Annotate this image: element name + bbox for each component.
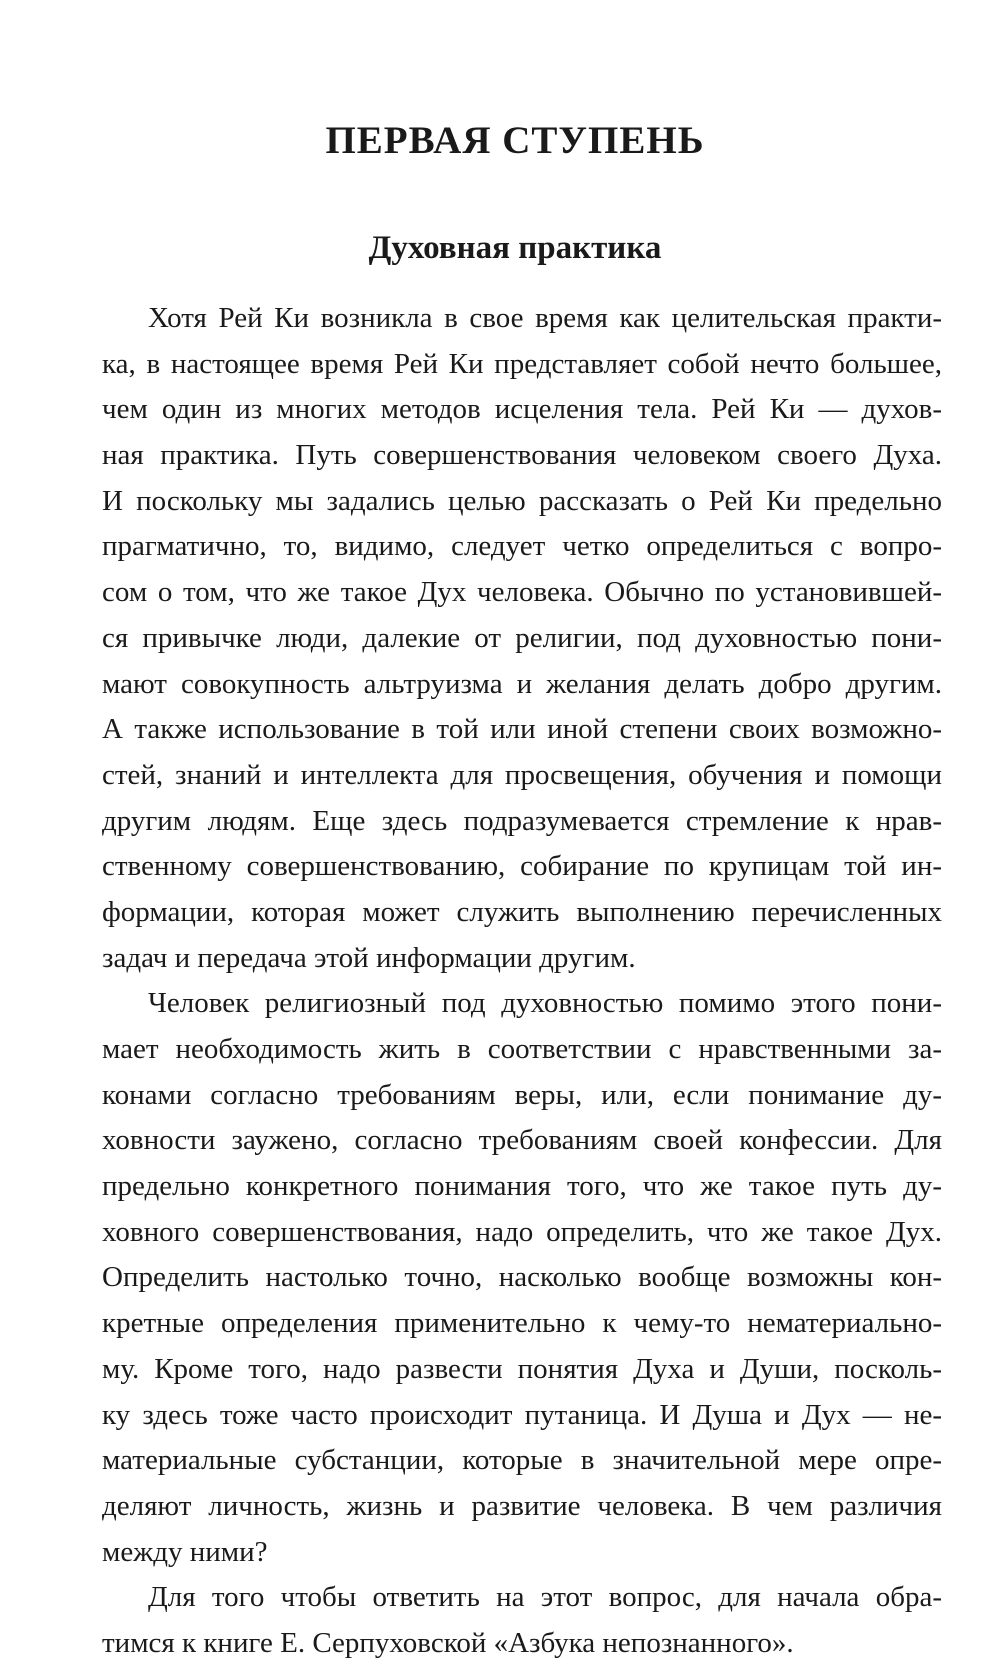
text-line: мает необходимость жить в соответствии с нравственными за- xyxy=(102,1033,942,1065)
text-line: кретные определения применительно к чему-то нематериально- xyxy=(102,1307,942,1340)
text-line: ся привычке люди, далекие от религии, под духовностью пони- xyxy=(102,621,942,654)
body-text xyxy=(102,296,942,1667)
text-line: Человек религиозный под духовностью помимо этого пони- xyxy=(148,987,942,1020)
text-line: формации, которая может служить выполнению перечисленных xyxy=(102,895,942,928)
paragraph xyxy=(102,1575,942,1666)
text-line: ная практика. Путь совершенствования человеком своего Духа. xyxy=(102,439,942,472)
text-line: материальные субстанции, которые в значительной мере опре- xyxy=(102,1444,942,1477)
text-line: стей, знаний и интеллекта для просвещения, обучения и помощи xyxy=(102,758,942,791)
text-line: ховного совершенствования, надо определить, что же такое Дух. xyxy=(102,1215,942,1248)
text-line: конами согласно требованиям веры, или, если понимание ду- xyxy=(102,1078,942,1111)
text-line: между ними? xyxy=(102,1535,268,1568)
text-line: прагматично, то, видимо, следует четко определиться с вопро- xyxy=(102,530,942,563)
text-line: ка, в настоящее время Рей Ки представляет собой нечто большее, xyxy=(102,347,942,380)
text-line: деляют личность, жизнь и развитие человека. В чем различия xyxy=(102,1489,942,1522)
text-line: Хотя Рей Ки возникла в свое время как целительская практи- xyxy=(148,302,942,334)
text-line: му. Кроме того, надо развести понятия Духа и Души, посколь- xyxy=(102,1352,942,1385)
paragraph xyxy=(102,981,942,1575)
text-line: чем один из многих методов исцеления тела. Рей Ки — духов- xyxy=(102,393,942,426)
text-line: тимся к книге Е. Серпуховской «Азбука непознанного». xyxy=(102,1626,794,1659)
text-line: ку здесь тоже часто происходит путаница. И Душа и Дух — не- xyxy=(102,1398,942,1431)
chapter-title: ПЕРВАЯ СТУПЕНЬ xyxy=(325,119,705,162)
text-line: Определить настолько точно, насколько вообще возможны кон- xyxy=(102,1261,942,1294)
text-line: мают совокупность альтруизма и желания делать добро другим. xyxy=(102,667,942,700)
text-line: ховности заужено, согласно требованиям своей конфессии. Для xyxy=(102,1124,942,1157)
text-line: другим людям. Еще здесь подразумевается стремление к нрав- xyxy=(102,804,942,837)
text-line: сом о том, что же такое Дух человека. Обычно по установившей- xyxy=(102,576,942,609)
text-line: предельно конкретного понимания того, что же такое путь ду- xyxy=(102,1170,942,1203)
text-line: А также использование в той или иной степени своих возможно- xyxy=(102,713,942,746)
section-title: Духовная практика xyxy=(368,230,662,266)
paragraph xyxy=(102,296,942,981)
text-line: ственному совершенствованию, собирание по крупицам той ин- xyxy=(102,850,942,883)
text-line: И поскольку мы задались целью рассказать о Рей Ки предельно xyxy=(102,484,942,517)
text-line: Для того чтобы ответить на этот вопрос, для начала обра- xyxy=(148,1581,942,1614)
text-line: задач и передача этой информации другим. xyxy=(102,941,636,974)
